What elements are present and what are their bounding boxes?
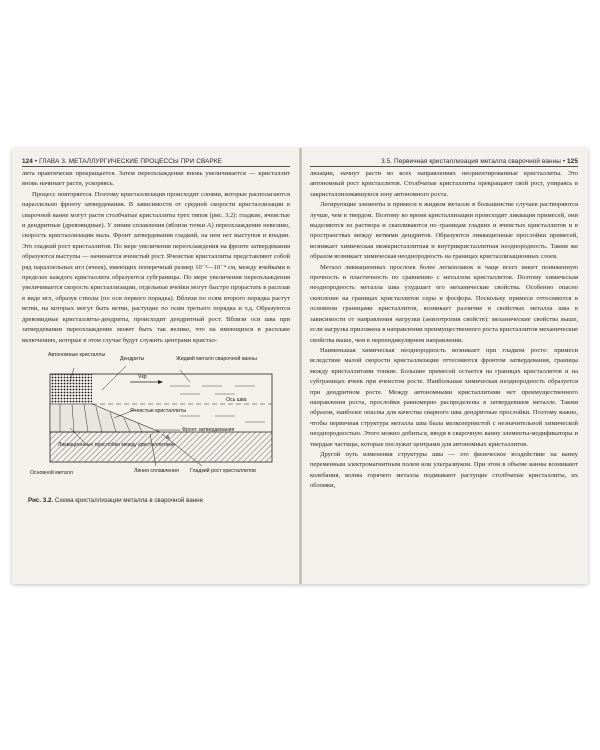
right-body-text: [310, 169, 578, 492]
left-page-number: 124: [22, 158, 33, 165]
label-dendrites: Дендриты: [120, 355, 145, 362]
crystallization-figure: [30, 352, 280, 494]
book-spread: [12, 148, 588, 584]
right-page: [310, 148, 578, 584]
right-paragraph: Наименьшая химическая неоднородность возникает при гладком росте: примеси вследствие малой скорости кристаллизации оттесняются фронтом затвердевания, границы между кристаллитами тонкие. Большие примесей остается на границах кристаллитов и на субграницах ячеек при ячеистом росте. Наибольшая химическая неоднородность образуется при дендритном росте. Между автономными кристаллитами нет преимущественного направления роста, прослойки равномерно распределены в затвердевшем металле. Таким образом, наиболее опасны для качества сварного шва дендритные прослойки. Поэтому важно, чтобы первичная структура металла шва была мелкозернистой с незначительной химической неоднородностью. Этого можно добиться, вводя в сварочную ванну элементы-модификаторы и твердые частицы, которые послужат центрами для автономных кристаллитов.: [310, 346, 578, 448]
label-smooth-growth: Гладкий рост кристаллитов: [190, 467, 256, 474]
right-paragraph: Металл ликвационных прослоек более легкоплавок и чаще всего имеет пониженную прочность и пластичность по сравнению с металлом кристаллитов. Поэтому химическая неоднородность металла шва ухудшает его механические свойства. Особенно опасно скопление на границах кристаллитов серы и фосфора. Поскольку примеси оттесняются в основном границами кристаллитов, возникает различие в свойствах металла шва в зависимости от направления нагрузки (анизотропия свойств): механические свойства выше, если нагрузка приложена в направлении преимущественного роста кристаллитов механические свойства выше, чем в перпендикулярном направлении.: [310, 263, 579, 344]
label-cellular-crystallites: Ячеистые кристаллиты: [130, 407, 187, 414]
label-velocity: Vкр: [138, 373, 147, 380]
label-liquid-metal: Жидкий металл сварочной ванны: [176, 355, 257, 362]
book-spine: [299, 148, 302, 584]
figure-caption: [28, 497, 290, 504]
right-paragraph: Другой путь изменения структуры шва — это физическое воздействие на ванну переменным электромагнитным полем или ультразвуком. При этом в объеме ванны возникают колебания, волны горячего металла подмывают растущие столбчатые кристаллиты, их обломки,: [310, 450, 578, 490]
label-weld-axis: Ось шва: [226, 396, 247, 403]
figure-caption-number: Рис. 3.2.: [28, 496, 54, 504]
label-point-a: A: [166, 434, 170, 441]
label-solidification-front: Фронт затвердевания: [182, 426, 235, 433]
right-running-head: 3.5. Первичная кристаллизация металла сварочной ванны • 125: [310, 157, 578, 167]
left-chapter-title: ГЛАВА 3. МЕТАЛЛУРГИЧЕСКИЕ ПРОЦЕССЫ ПРИ СВАРКЕ: [39, 158, 223, 165]
left-body-text: [22, 169, 290, 346]
label-autonomous-crystals: Автономные кристаллы: [48, 351, 106, 358]
figure-caption-text: Схема кристаллизации металла в сварочной ванне: [54, 496, 204, 504]
right-section-title: 3.5. Первичная кристаллизация металла сварочной ванны: [381, 158, 561, 165]
left-paragraph: Процесс повторяется. Поэтому кристаллизация происходит слоями, которые располагаются параллельно фронту затвердевания. В зависимости от средней скорости кристаллизации в сварочной ванне могут расти столбчатые кристаллиты трех типов (рис. 3.2): гладкие, ячеистые и дендритные (древовидные). У линии сплавления (вблизи точки А) переохлаждение невелико, скорость кристаллизации мала. Фронт затвердевания гладкий, на нем нет выступов и впадин. Это гладкий рост кристаллитов. По мере увеличения переохлаждения на фронте затвердевания образуются выступы — начинается ячеистый рост. Ячеистые кристаллиты представляют собой ряд параллельных игл (ячеек), имеющих поперечный размер 10⁻³—10⁻⁴ см, между ячейками в пределах каждого кристаллита образуются субграницы. По мере увеличения переохлаждения увеличивается скорость кристаллизации, отдельные ячейки могут быстро прорастать в расплав в виде игл, образуя стволы (по оси первого порядка). Вблизи по осям второго порядка растут ветви, на которых могут быть ветви, растущие по осям третьего порядка и т.д. Образуются древовидные кристаллиты-дендриты, происходит дендритный рост. Вблизи оси шва при затвердевании переохлаждение может быть так велико, что на имеющихся в расплаве включениях, которые в этом случае будут служить центрами кристал-: [22, 190, 290, 344]
right-paragraph: Легирующие элементы и примеси в жидком металле в большинстве случаев растворяются лучше, чем в твердом. Поэтому во время кристаллизации происходит ликвация примесей, они выделяются из раствора и скапливаются по границам гладких и ячеистых кристаллитов и в пространствах между ветвями дендритов. Образуются ликвационные прослойки примесей, возникает химическая межкристаллитная и внутрикристаллитная неоднородность. Таким же образом возникает химическая неоднородность на границах кристаллизационных слоев.: [310, 201, 578, 261]
label-base-metal: Основной металл: [30, 469, 73, 476]
right-paragraph: лизации, начнут расти во всех направлениях неориентированные кристаллиты. Это автономный рост кристаллитов. Столбчатые кристаллиты прекращают свой рост, упираясь в закристаллизовавшуюся зону автономного роста.: [310, 170, 578, 198]
left-running-head: 124 • ГЛАВА 3. МЕТАЛЛУРГИЧЕСКИЕ ПРОЦЕССЫ ПРИ СВАРКЕ: [22, 157, 290, 167]
left-paragraph: лита практически прекращается. Затем переохлаждение вновь увеличивается — кристаллит вновь начинает расти, ускоряясь.: [22, 170, 290, 188]
right-page-number: 125: [567, 158, 578, 165]
label-fusion-line: Линия сплавления: [134, 467, 179, 474]
left-page: [22, 148, 290, 584]
label-liquation-layers: Ликвационные прослойки между кристаллитами: [58, 441, 175, 448]
